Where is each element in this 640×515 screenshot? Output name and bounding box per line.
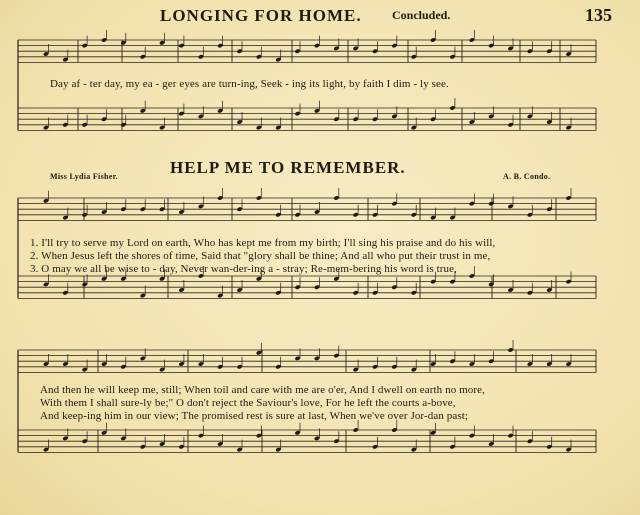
- running-title: LONGING FOR HOME.: [160, 6, 362, 25]
- song-title: HELP ME TO REMEMBER.: [170, 158, 406, 177]
- verse-3-line-1: 3. O may we all be wise to - day, Never wan-der-ing a - stray; Re-mem-bering his word is true,: [30, 263, 457, 275]
- lyricist-credit: Miss Lydia Fisher.: [50, 172, 119, 181]
- verse-1-line-1: 1. I'll try to serve my Lord on earth, Who has kept me from my birth; I'll sing his praise and do his will,: [30, 237, 496, 249]
- first-song-lyric: Day af - ter day, my ea - ger eyes are turn-ing, Seek - ing its light, by faith I dim - ly see.: [50, 78, 449, 90]
- verse-3-line-2: And keep-ing him in our view; The promised rest is sure at last, When we've over Jor-dan past;: [40, 410, 469, 422]
- composer-credit: A. B. Condo.: [503, 172, 551, 181]
- verse-2-line-1: 2. When Jesus left the shores of time, Said that "glory shall be thine; And all who put their trust in me,: [30, 250, 491, 262]
- page-number: 135: [585, 5, 612, 25]
- concluded-label: Concluded.: [392, 8, 451, 22]
- verse-1-line-2: And then he will keep me, still; When toil and care with me are o'er, And I dwell on earth no more,: [40, 384, 486, 396]
- verse-2-line-2: With them I shall sure-ly be;" O don't reject the Saviour's love, For he left the courts a-bove,: [40, 397, 456, 409]
